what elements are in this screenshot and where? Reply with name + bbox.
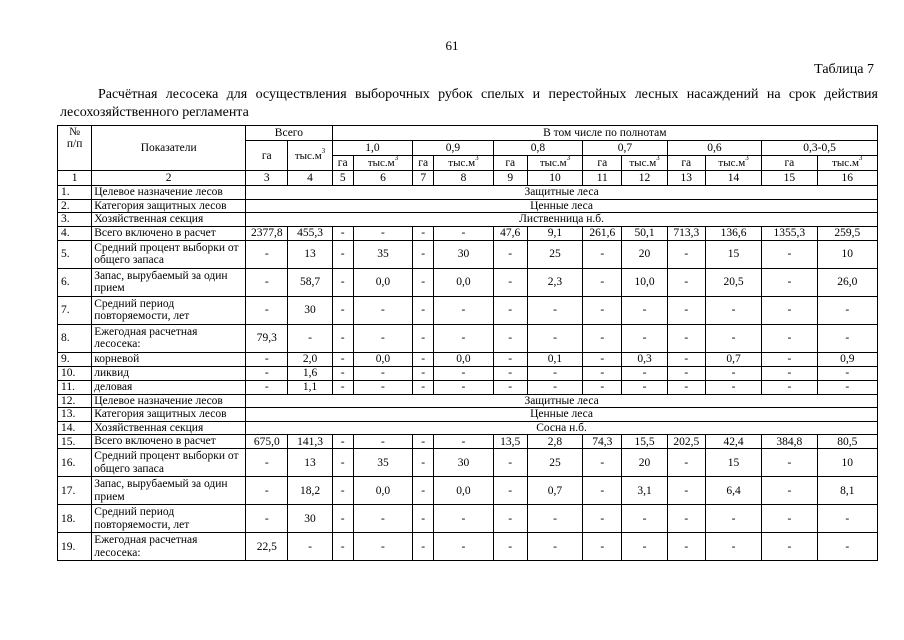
row-number: 18.: [58, 505, 92, 533]
table-cell: -: [705, 324, 761, 352]
row-indicator: Хозяйственная секция: [92, 421, 246, 435]
table-cell: -: [332, 435, 353, 449]
table-cell: -: [332, 449, 353, 477]
table-cell: 22,5: [246, 533, 288, 561]
page-number: 61: [445, 38, 459, 53]
table-cell: 455,3: [288, 226, 332, 240]
table-cell: 10: [817, 240, 877, 268]
density-header: 0,3-0,5: [762, 141, 878, 156]
table-cell: -: [667, 380, 705, 394]
table-cell: 202,5: [667, 435, 705, 449]
table-cell: -: [413, 324, 434, 352]
row-number: 7.: [58, 296, 92, 324]
row-number: 10.: [58, 366, 92, 380]
table-cell: -: [413, 268, 434, 296]
table-cell: -: [667, 324, 705, 352]
table-cell: -: [817, 533, 877, 561]
table-cell: -: [434, 226, 493, 240]
table-cell: -: [353, 380, 412, 394]
table-cell: -: [246, 352, 288, 366]
table-cell: -: [762, 296, 817, 324]
table-cell: 2,0: [288, 352, 332, 366]
table-cell: 136,6: [705, 226, 761, 240]
table-cell: -: [583, 533, 622, 561]
table-row: [58, 296, 878, 324]
table-cell: -: [817, 505, 877, 533]
table-cell: -: [493, 449, 527, 477]
row-number: 6.: [58, 268, 92, 296]
table-row: [58, 186, 878, 200]
row-indicator: деловая: [92, 380, 246, 394]
density-header: 0,7: [583, 141, 668, 156]
table-cell: 30: [434, 240, 493, 268]
row-span-value: Защитные леса: [246, 186, 878, 200]
density-header: 0,6: [667, 141, 762, 156]
table-cell: -: [762, 505, 817, 533]
unit-m3: $тыс.м^3$: [353, 156, 412, 171]
column-numbers-row: [58, 171, 878, 186]
table-cell: 0,0: [353, 268, 412, 296]
table-cell: -: [527, 533, 582, 561]
table-cell: -: [353, 226, 412, 240]
table-cell: -: [583, 296, 622, 324]
table-cell: 80,5: [817, 435, 877, 449]
table-cell: -: [527, 505, 582, 533]
row-indicator: Средний период повторяемости, лет: [92, 505, 246, 533]
header-total-m3: $тыс.м^3$: [288, 141, 332, 171]
table-cell: -: [583, 380, 622, 394]
row-span-value: Ценные леса: [246, 199, 878, 213]
row-indicator: Средний период повторяемости, лет: [92, 296, 246, 324]
table-cell: 20: [622, 449, 667, 477]
table-cell: -: [527, 324, 582, 352]
table-cell: -: [353, 533, 412, 561]
row-span-value: Сосна н.б.: [246, 421, 878, 435]
row-number: 13.: [58, 408, 92, 422]
table-cell: -: [332, 268, 353, 296]
row-number: 14.: [58, 421, 92, 435]
table-cell: -: [817, 366, 877, 380]
column-number: 4: [288, 171, 332, 186]
table-cell: 2,3: [527, 268, 582, 296]
row-indicator: Всего включено в расчет: [92, 226, 246, 240]
table-cell: 74,3: [583, 435, 622, 449]
table-row: [58, 533, 878, 561]
row-indicator: Запас, вырубаемый за один прием: [92, 477, 246, 505]
table-cell: -: [493, 296, 527, 324]
column-number: 1: [58, 171, 92, 186]
table-cell: -: [667, 268, 705, 296]
row-indicator: ликвид: [92, 366, 246, 380]
table-cell: -: [583, 505, 622, 533]
density-header: 0,9: [413, 141, 493, 156]
table-row: [58, 380, 878, 394]
table-cell: -: [705, 296, 761, 324]
column-number: 11: [583, 171, 622, 186]
unit-ha: га: [493, 156, 527, 171]
table-cell: 0,0: [434, 352, 493, 366]
table-cell: 47,6: [493, 226, 527, 240]
table-cell: 35: [353, 449, 412, 477]
table-cell: -: [353, 324, 412, 352]
row-indicator: Категория защитных лесов: [92, 199, 246, 213]
table-cell: -: [332, 296, 353, 324]
table-cell: 0,3: [622, 352, 667, 366]
table-cell: -: [527, 366, 582, 380]
table-cell: 0,0: [434, 268, 493, 296]
table-cell: -: [622, 533, 667, 561]
column-number: 16: [817, 171, 877, 186]
unit-ha: га: [583, 156, 622, 171]
table-cell: 15: [705, 240, 761, 268]
table-label: Таблица 7: [814, 62, 874, 77]
table-cell: -: [667, 477, 705, 505]
table-cell: 0,7: [705, 352, 761, 366]
table-cell: 18,2: [288, 477, 332, 505]
unit-m3: $тыс.м^3$: [434, 156, 493, 171]
table-cell: -: [667, 240, 705, 268]
column-number: 12: [622, 171, 667, 186]
table-cell: -: [817, 296, 877, 324]
table-row: [58, 268, 878, 296]
row-span-value: Защитные леса: [246, 394, 878, 408]
table-cell: -: [434, 505, 493, 533]
table-cell: 58,7: [288, 268, 332, 296]
table-cell: -: [583, 324, 622, 352]
column-number: 15: [762, 171, 817, 186]
table-cell: 0,0: [434, 477, 493, 505]
table-cell: -: [762, 449, 817, 477]
density-header: 0,8: [493, 141, 583, 156]
table-cell: -: [762, 366, 817, 380]
table-cell: -: [705, 505, 761, 533]
row-number: 11.: [58, 380, 92, 394]
table-cell: 20,5: [705, 268, 761, 296]
table-cell: -: [434, 366, 493, 380]
table-cell: 30: [434, 449, 493, 477]
row-number: 15.: [58, 435, 92, 449]
table-cell: -: [622, 380, 667, 394]
table-cell: -: [246, 449, 288, 477]
table-cell: 1,6: [288, 366, 332, 380]
row-indicator: Средний процент выборки от общего запаса: [92, 240, 246, 268]
table-cell: -: [622, 366, 667, 380]
row-number: 19.: [58, 533, 92, 561]
table-cell: -: [583, 268, 622, 296]
data-table: [57, 125, 878, 561]
table-cell: 25: [527, 240, 582, 268]
table-cell: -: [246, 366, 288, 380]
table-cell: 1,1: [288, 380, 332, 394]
table-cell: 79,3: [246, 324, 288, 352]
header-indicators: Показатели: [92, 126, 246, 171]
table-cell: -: [434, 324, 493, 352]
table-cell: -: [762, 324, 817, 352]
table-cell: -: [622, 505, 667, 533]
table-row: [58, 240, 878, 268]
table-cell: -: [493, 324, 527, 352]
table-cell: -: [332, 226, 353, 240]
table-cell: -: [288, 324, 332, 352]
table-cell: -: [332, 366, 353, 380]
row-indicator: Запас, вырубаемый за один прием: [92, 268, 246, 296]
column-number: 2: [92, 171, 246, 186]
unit-m3: $тыс.м^3$: [705, 156, 761, 171]
table-cell: -: [413, 352, 434, 366]
table-cell: 13: [288, 449, 332, 477]
header-including: В том числе по полнотам: [332, 126, 877, 141]
row-number: 1.: [58, 186, 92, 200]
table-cell: 9,1: [527, 226, 582, 240]
unit-ha: га: [332, 156, 353, 171]
row-number: 9.: [58, 352, 92, 366]
row-number: 3.: [58, 213, 92, 227]
table-cell: -: [246, 505, 288, 533]
header-total: Всего: [246, 126, 333, 141]
table-row: [58, 199, 878, 213]
table-cell: -: [413, 296, 434, 324]
table-cell: -: [413, 449, 434, 477]
table-row: [58, 394, 878, 408]
table-cell: -: [527, 296, 582, 324]
table-cell: -: [246, 268, 288, 296]
column-number: 10: [527, 171, 582, 186]
density-header: 1,0: [332, 141, 412, 156]
row-indicator: Категория защитных лесов: [92, 408, 246, 422]
header-row-1: [58, 126, 878, 141]
table-cell: -: [583, 366, 622, 380]
table-cell: -: [413, 435, 434, 449]
table-cell: 1355,3: [762, 226, 817, 240]
table-cell: -: [332, 380, 353, 394]
table-cell: -: [413, 240, 434, 268]
row-span-value: Ценные леса: [246, 408, 878, 422]
table-cell: -: [762, 477, 817, 505]
table-cell: 259,5: [817, 226, 877, 240]
table-cell: -: [667, 533, 705, 561]
row-number: 2.: [58, 199, 92, 213]
table-cell: 30: [288, 296, 332, 324]
table-cell: -: [353, 366, 412, 380]
table-cell: 13,5: [493, 435, 527, 449]
table-cell: -: [434, 380, 493, 394]
table-row: [58, 366, 878, 380]
table-cell: -: [246, 477, 288, 505]
table-cell: -: [762, 268, 817, 296]
table-cell: -: [705, 533, 761, 561]
row-number: 12.: [58, 394, 92, 408]
table-cell: 8,1: [817, 477, 877, 505]
row-indicator: Целевое назначение лесов: [92, 186, 246, 200]
table-cell: -: [288, 533, 332, 561]
table-cell: 10,0: [622, 268, 667, 296]
row-indicator: Ежегодная расчетная лесосека:: [92, 324, 246, 352]
table-cell: -: [667, 352, 705, 366]
row-indicator: Хозяйственная секция: [92, 213, 246, 227]
column-number: 6: [353, 171, 412, 186]
table-cell: 10: [817, 449, 877, 477]
column-number: 13: [667, 171, 705, 186]
table-cell: -: [246, 380, 288, 394]
table-cell: 6,4: [705, 477, 761, 505]
table-cell: -: [353, 296, 412, 324]
row-number: 5.: [58, 240, 92, 268]
table-cell: -: [493, 533, 527, 561]
table-cell: -: [667, 296, 705, 324]
table-cell: 20: [622, 240, 667, 268]
table-cell: -: [667, 449, 705, 477]
table-cell: -: [413, 477, 434, 505]
table-row: [58, 324, 878, 352]
table-cell: 675,0: [246, 435, 288, 449]
row-indicator: Всего включено в расчет: [92, 435, 246, 449]
table-cell: -: [493, 380, 527, 394]
table-row: [58, 213, 878, 227]
table-cell: -: [667, 366, 705, 380]
table-row: [58, 408, 878, 422]
row-span-value: Лиственница н.б.: [246, 213, 878, 227]
column-number: 7: [413, 171, 434, 186]
table-cell: 261,6: [583, 226, 622, 240]
table-cell: 30: [288, 505, 332, 533]
table-cell: 50,1: [622, 226, 667, 240]
table-cell: -: [413, 380, 434, 394]
caption-line-1: Расчётная лесосека для осуществления выборочных рубок спелых и перестойных лесных насаждений на срок действия: [98, 87, 878, 102]
table-cell: -: [246, 240, 288, 268]
table-cell: -: [817, 380, 877, 394]
table-cell: 141,3: [288, 435, 332, 449]
row-indicator: Ежегодная расчетная лесосека:: [92, 533, 246, 561]
table-cell: -: [583, 240, 622, 268]
table-cell: -: [413, 366, 434, 380]
row-number: 16.: [58, 449, 92, 477]
table-cell: 2377,8: [246, 226, 288, 240]
table-row: [58, 477, 878, 505]
column-number: 3: [246, 171, 288, 186]
row-indicator: Средний процент выборки от общего запаса: [92, 449, 246, 477]
table-cell: -: [434, 296, 493, 324]
column-number: 8: [434, 171, 493, 186]
table-cell: -: [332, 533, 353, 561]
table-cell: -: [762, 352, 817, 366]
table-cell: -: [493, 366, 527, 380]
header-num-cell: [58, 126, 92, 171]
table-cell: -: [434, 435, 493, 449]
table-cell: -: [762, 380, 817, 394]
header-total-ha: га: [246, 141, 288, 171]
table-cell: -: [762, 533, 817, 561]
table-cell: -: [493, 477, 527, 505]
table-cell: -: [332, 352, 353, 366]
table-cell: -: [353, 435, 412, 449]
table-row: [58, 421, 878, 435]
table-cell: -: [622, 324, 667, 352]
table-cell: 13: [288, 240, 332, 268]
unit-ha: га: [413, 156, 434, 171]
table-row: [58, 435, 878, 449]
header-num: №: [69, 126, 81, 138]
row-number: 4.: [58, 226, 92, 240]
table-cell: -: [705, 366, 761, 380]
caption-line-2: лесохозяйственного регламента: [60, 105, 249, 120]
table-cell: -: [762, 240, 817, 268]
row-indicator: Целевое назначение лесов: [92, 394, 246, 408]
table-cell: 2,8: [527, 435, 582, 449]
table-cell: 15,5: [622, 435, 667, 449]
table-cell: 15: [705, 449, 761, 477]
table-cell: -: [583, 449, 622, 477]
table-row: [58, 352, 878, 366]
table-cell: -: [667, 505, 705, 533]
table-cell: -: [493, 505, 527, 533]
table-cell: 35: [353, 240, 412, 268]
table-cell: -: [493, 240, 527, 268]
table-cell: -: [817, 324, 877, 352]
table-cell: -: [413, 226, 434, 240]
table-cell: -: [493, 268, 527, 296]
table-cell: 713,3: [667, 226, 705, 240]
table-cell: 0,9: [817, 352, 877, 366]
table-row: [58, 226, 878, 240]
row-number: 8.: [58, 324, 92, 352]
table-cell: 42,4: [705, 435, 761, 449]
unit-m3: $тыс.м^3$: [527, 156, 582, 171]
column-number: 5: [332, 171, 353, 186]
table-cell: 26,0: [817, 268, 877, 296]
row-indicator: корневой: [92, 352, 246, 366]
unit-ha: га: [762, 156, 817, 171]
table-cell: 0,0: [353, 477, 412, 505]
table-caption: [60, 86, 878, 122]
table-row: [58, 505, 878, 533]
table-row: [58, 449, 878, 477]
table-cell: 3,1: [622, 477, 667, 505]
table-cell: -: [413, 533, 434, 561]
table-cell: -: [583, 352, 622, 366]
unit-m3: $тыс.м^3$: [622, 156, 667, 171]
table-cell: 25: [527, 449, 582, 477]
table-cell: -: [622, 296, 667, 324]
table-cell: -: [413, 505, 434, 533]
header-num-2: п/п: [66, 138, 83, 150]
table-cell: -: [332, 240, 353, 268]
unit-m3: $тыс.м^3$: [817, 156, 877, 171]
table-cell: -: [705, 380, 761, 394]
table-cell: 0,7: [527, 477, 582, 505]
row-number: 17.: [58, 477, 92, 505]
table-cell: -: [353, 505, 412, 533]
unit-ha: га: [667, 156, 705, 171]
table-cell: -: [527, 380, 582, 394]
table-cell: -: [246, 296, 288, 324]
table-cell: -: [332, 324, 353, 352]
table-cell: 0,0: [353, 352, 412, 366]
table-cell: -: [332, 505, 353, 533]
table-cell: -: [493, 352, 527, 366]
table-cell: -: [583, 477, 622, 505]
table-cell: 0,1: [527, 352, 582, 366]
table-cell: -: [434, 533, 493, 561]
table-cell: 384,8: [762, 435, 817, 449]
column-number: 14: [705, 171, 761, 186]
table-cell: -: [332, 477, 353, 505]
column-number: 9: [493, 171, 527, 186]
